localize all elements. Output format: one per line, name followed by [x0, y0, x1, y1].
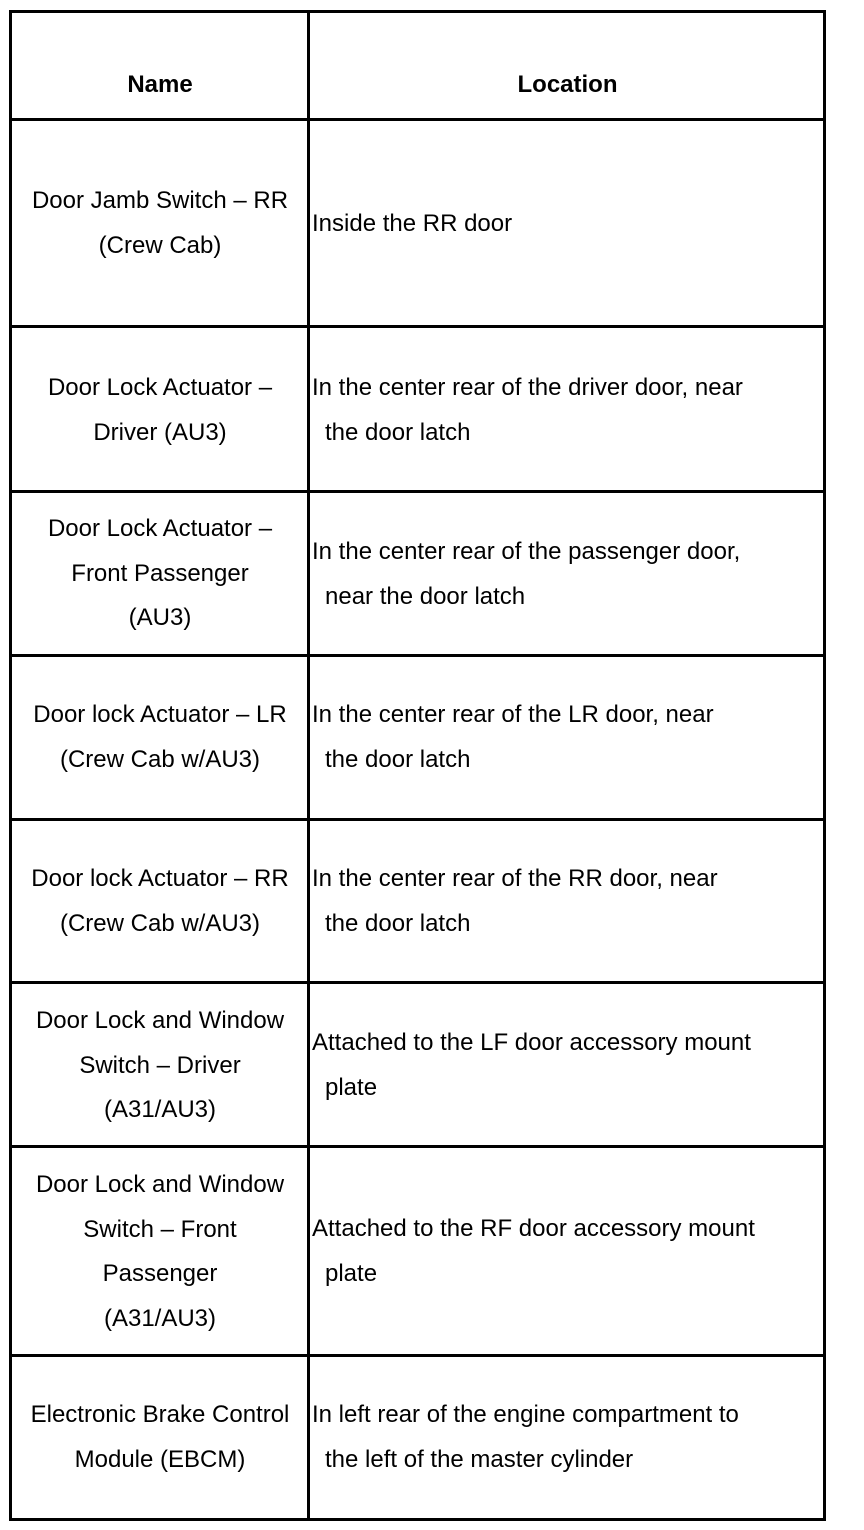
row-divider	[9, 654, 826, 657]
table-row-name: Door Lock Actuator – Front Passenger (AU3)	[47, 515, 273, 631]
table-row-location: In the center rear of the LR door, near the door latch	[312, 701, 714, 773]
table-row-name: Door Lock and Window Switch – Driver (A31/AU3)	[35, 1007, 285, 1123]
table-row-location: In the center rear of the passenger door, near the door latch	[312, 538, 741, 610]
table-border-bottom	[9, 1518, 826, 1521]
table-row-location: Attached to the LF door accessory mount plate	[312, 1029, 751, 1101]
header-divider	[9, 118, 826, 121]
table-row-name: Door lock Actuator – RR (Crew Cab w/AU3)	[31, 865, 289, 937]
row-divider	[9, 1354, 826, 1357]
row-divider	[9, 981, 826, 984]
table-row-name: Door Jamb Switch – RR (Crew Cab)	[31, 187, 289, 259]
row-divider	[9, 1145, 826, 1148]
table-row-location: Attached to the RF door accessory mount plate	[312, 1215, 755, 1287]
table-row-location: In the center rear of the RR door, near the door latch	[312, 865, 718, 937]
table-row-name: Door Lock Actuator – Driver (AU3)	[47, 374, 273, 446]
table-row-name: Door Lock and Window Switch – Front Passenger (A31/AU3)	[35, 1171, 285, 1332]
table-row-name: Electronic Brake Control Module (EBCM)	[30, 1401, 290, 1473]
header-name: Name	[127, 71, 193, 98]
row-divider	[9, 490, 826, 493]
header-location: Location	[517, 71, 618, 98]
row-divider	[9, 818, 826, 821]
table-border-top	[9, 10, 826, 13]
table-row-name: Door lock Actuator – LR (Crew Cab w/AU3)	[33, 701, 287, 773]
table-row-location: In left rear of the engine compartment to the left of the master cylinder	[312, 1401, 739, 1473]
row-divider	[9, 325, 826, 328]
table-row-location: Inside the RR door	[312, 210, 513, 237]
table-row-location: In the center rear of the driver door, near the door latch	[312, 374, 743, 446]
